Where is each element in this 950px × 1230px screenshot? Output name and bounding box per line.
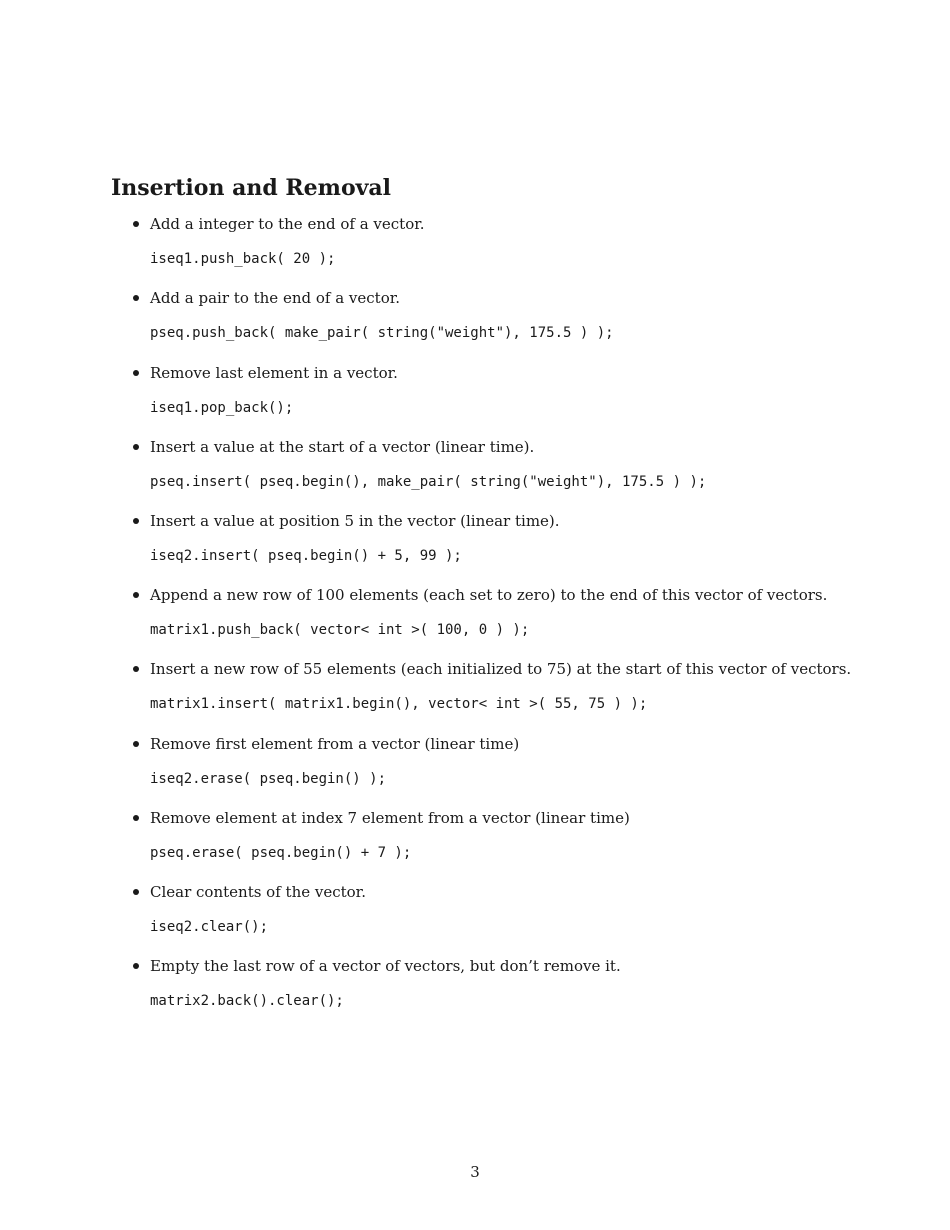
code-snippet: pseq.erase( pseq.begin() + 7 ); [150,845,412,861]
page-number: 3 [470,1163,480,1181]
code-snippet: pseq.insert( pseq.begin(), make_pair( string("weight"), 175.5 ) ); [150,474,707,490]
code-snippet: iseq1.pop_back(); [150,400,294,416]
item-description: Add a integer to the end of a vector. [150,215,425,233]
item-description: Append a new row of 100 elements (each set to zero) to the end of this vector of vectors. [150,586,828,604]
code-snippet: iseq2.insert( pseq.begin() + 5, 99 ); [150,548,462,564]
bullet-icon [133,815,139,821]
item-description: Empty the last row of a vector of vectors, but don’t remove it. [150,957,621,975]
item-description: Remove element at index 7 element from a vector (linear time) [150,809,630,827]
code-snippet: matrix2.back().clear(); [150,993,344,1009]
section-title: Insertion and Removal [111,175,392,201]
code-snippet: matrix1.push_back( vector< int >( 100, 0 ) ); [150,622,530,638]
code-snippet: iseq1.push_back( 20 ); [150,251,336,267]
item-description: Remove last element in a vector. [150,364,398,382]
item-description: Add a pair to the end of a vector. [150,289,401,307]
bullet-icon [133,295,139,301]
code-snippet: iseq2.clear(); [150,919,269,935]
code-snippet: matrix1.insert( matrix1.begin(), vector< int >( 55, 75 ) ); [150,696,648,712]
code-snippet: pseq.push_back( make_pair( string("weight"), 175.5 ) ); [150,325,614,341]
bullet-icon [133,518,139,524]
bullet-icon [133,370,139,376]
bullet-icon [133,444,139,450]
bullet-icon [133,592,139,598]
item-description: Insert a new row of 55 elements (each initialized to 75) at the start of this vector of vectors. [150,660,852,678]
bullet-icon [133,741,139,747]
item-description: Insert a value at the start of a vector (linear time). [150,438,535,456]
bullet-icon [133,889,139,895]
bullet-icon [133,666,139,672]
item-description: Insert a value at position 5 in the vector (linear time). [150,512,560,530]
bullet-icon [133,221,139,227]
item-description: Remove first element from a vector (linear time) [150,735,520,753]
bullet-icon [133,963,139,969]
code-snippet: iseq2.erase( pseq.begin() ); [150,771,387,787]
item-description: Clear contents of the vector. [150,883,366,901]
